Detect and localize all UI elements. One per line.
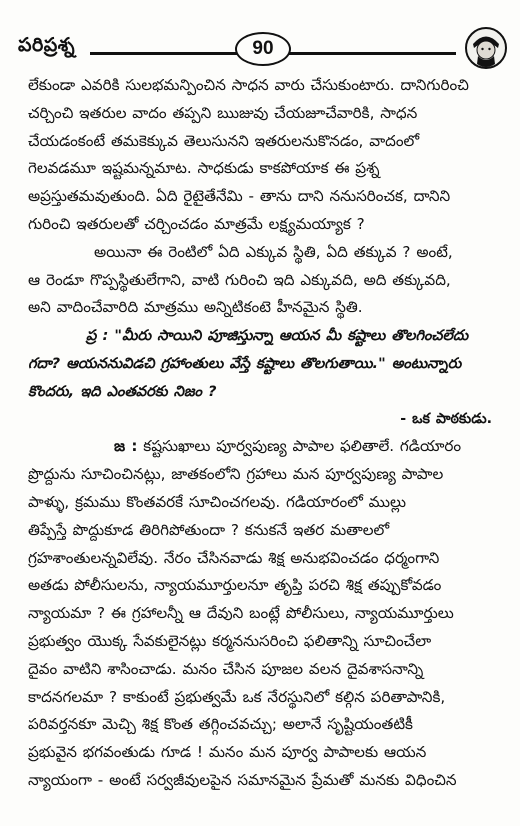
question-line <box>28 322 498 350</box>
question-line: గదా? ఆయననువిడచి గ్రహాంతులు వేస్తే కష్టాలు తొలగుతాయి." అంటున్నారు <box>28 354 462 372</box>
answer-line: న్యాయమా ? ఈ గ్రహాలన్నీ ఆ దేవుని బంట్లే పోలీసులు, న్యాయమూర్తులు <box>28 604 454 623</box>
body-line: చర్చించి ఇతరుల వాదం తప్పని ఋజువు చేయజూచేవారికి, సాధన <box>28 103 418 122</box>
answer-line: దైవం వాటిని శాసించాడు. మనం చేసిన పూజల వలన దైవశాసనాన్ని <box>28 659 424 678</box>
body-line: లేకుండా ఎవరికి సులభమన్పించిన సాధన వారు చేసుకుంటారు. దానిగురించి <box>28 76 469 94</box>
answer-line: పరివర్తనకూ మెచ్చి శిక్ష కొంత తగ్గించవచ్చు; అలానే సృష్టియంతటికీ <box>28 715 413 734</box>
body-line: అని వాదించేవారిది మాత్రము అన్నిటికంటె హీనమైన స్థితి. <box>28 298 363 317</box>
answer-line: గ్రహశాంతులన్నవిలేవు. నేరం చేసినవాడు శిక్ష అనుభవించడం ధర్మంగాని <box>28 548 440 567</box>
answer-line: తిప్పేస్తే పొద్దుకూడ తిరిగిపోతుందా ? కనుకనే ఇతర మతాలలో <box>28 520 390 539</box>
question-marker: ప్ర : <box>86 327 109 345</box>
answer-line: ప్రొద్దును సూచించినట్లు, జాతకంలోని గ్రహాలు మన పూర్వపుణ్య పాపాల <box>28 465 444 484</box>
answer-line: ప్రభుత్వం యొక్క సేవకులైనట్లు కర్మననుసరించి ఫలితాన్ని సూచించేలా <box>28 631 432 650</box>
question-text: "మీరు సాయిని పూజిస్తున్నా ఆయన మీ కష్టాలు తొలగించలేదు <box>114 327 469 345</box>
author-portrait-icon <box>464 26 508 70</box>
body-line: అయినా ఈ రెంటిలో ఏది ఎక్కువ స్థితి, ఏది తక్కువ ? అంటే, <box>94 242 453 261</box>
body-line: గురించి ఇతరులతో చర్చించడం మాత్రమే లక్ష్యమయ్యాక ? <box>28 214 365 233</box>
body-line: గెలవడమూ ఇష్టమన్నమాట. సాధకుడు కాకపోయాక ఈ ప్రశ్న <box>28 159 380 178</box>
body-line: చేయడంకంటే తమకెక్కువ తెలుసునని ఇతరులనుకొనడం, వాదంలో <box>28 131 420 150</box>
answer-line <box>28 433 498 461</box>
answer-line: అతడు పోలీసులను, న్యాయమూర్తులనూ తృప్తి పరచి శిక్ష తప్పుకోవడం <box>28 576 442 595</box>
body-line: ఆ రెండూ గొప్పస్థితులేగాని, వాటి గురించి ఇది ఎక్కువది, అది తక్కువది, <box>28 270 451 289</box>
answer-line: న్యాయంగా - అంటే సర్వజీవులపైన సమానమైన ప్రేమతో మనకు విధించిన <box>28 770 457 789</box>
answer-line: కాదనగలమా ? కాకుంటే ప్రభుత్వమే ఒక నేరస్థునిలో కల్గిన పరితాపానికి, <box>28 687 446 706</box>
body-line: అప్రస్తుతమవుతుంది. ఏది రైటైతేనేమి - తాను దాని ననుసరించక, దానిని <box>28 187 451 206</box>
page-header <box>18 30 508 70</box>
page-number: 90 <box>235 32 291 66</box>
answer-text: కష్టసుఖాలు పూర్వపుణ్య పాపాల ఫలితాలే. గడియారం <box>143 437 462 456</box>
question-author: - ఒక పాఠకుడు. <box>400 410 492 427</box>
answer-line: పాళ్ళు, క్రమము కొంతవరకే సూచించగలవు. గడియారంలో ముల్లు <box>28 492 407 511</box>
page-content <box>28 72 498 795</box>
answer-marker: జ : <box>114 437 138 456</box>
question-line: కొందరు, ఇది ఎంతవరకు నిజం ? <box>28 382 217 400</box>
series-title: పరిప్రశ్న <box>18 34 76 56</box>
answer-line: ప్రభువైన భగవంతుడు గూడ ! మనం మన పూర్వ పాపాలకు ఆయన <box>28 743 427 762</box>
